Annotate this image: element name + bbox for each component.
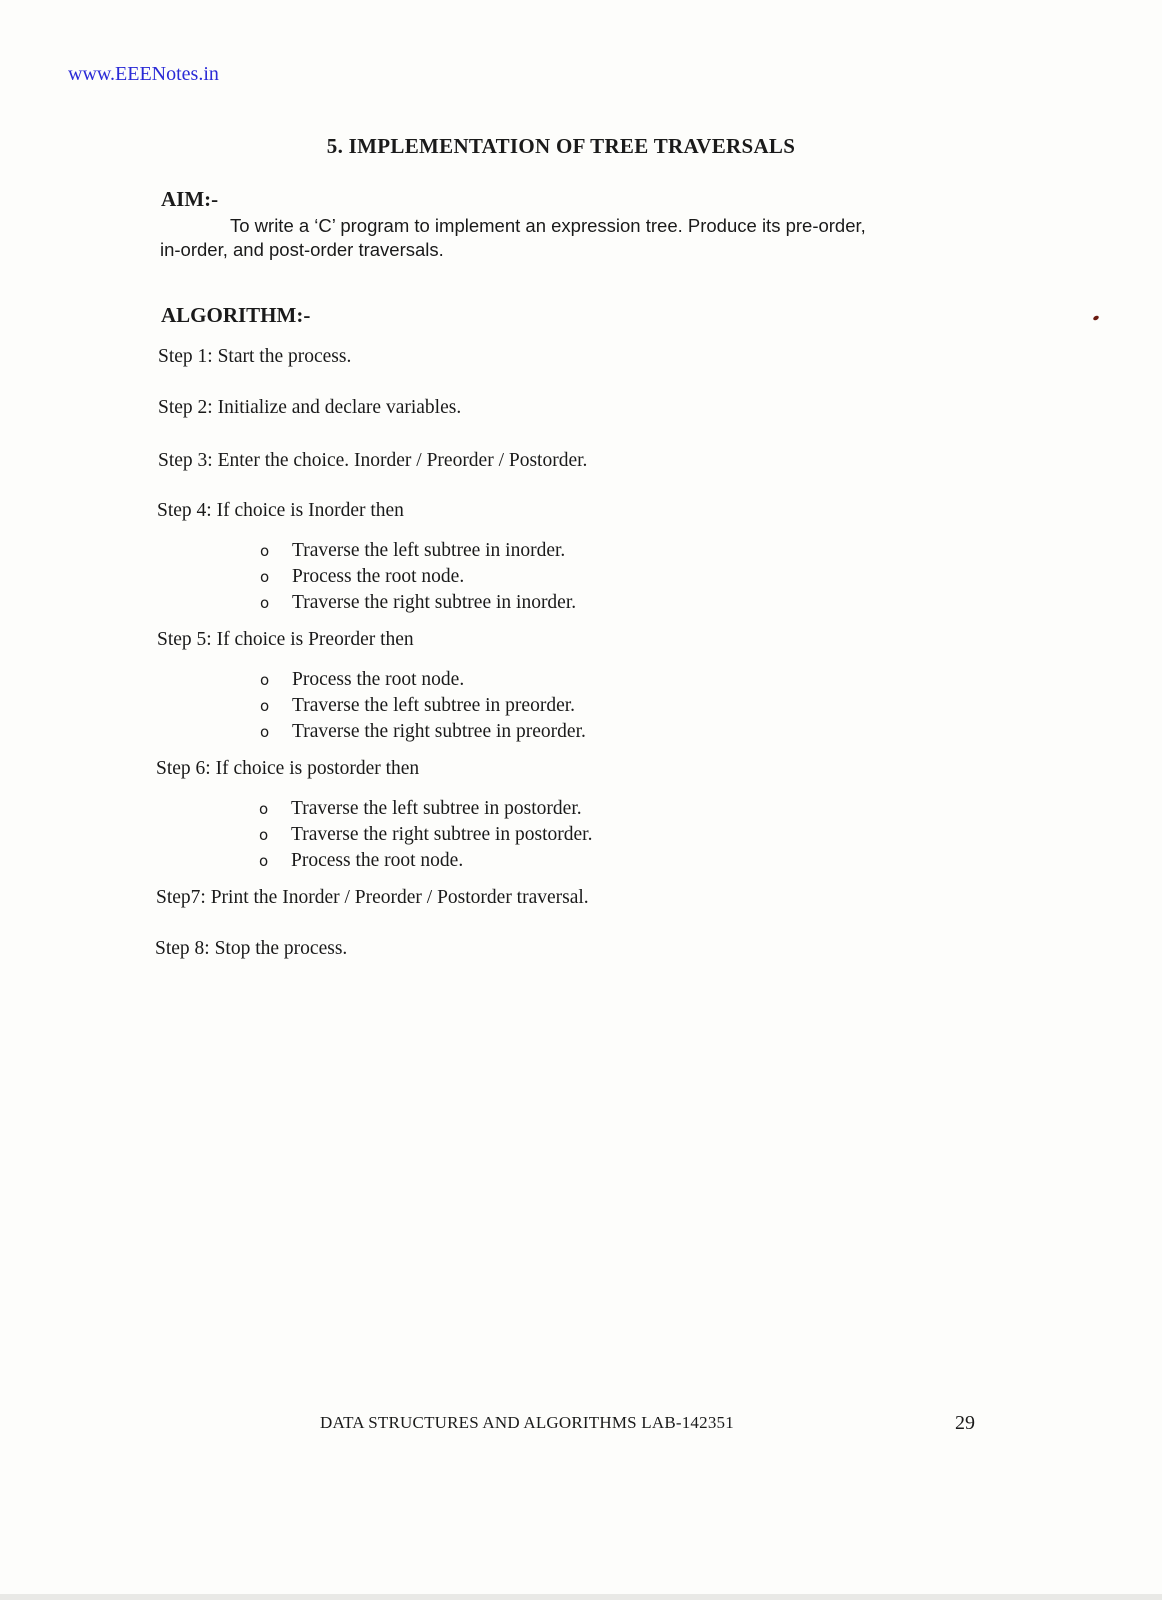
page-number: 29	[955, 1412, 975, 1434]
bullet-marker: o	[260, 697, 270, 715]
bullet-marker: o	[259, 800, 269, 818]
list-item	[260, 538, 576, 564]
aim-heading: AIM:-	[161, 187, 219, 211]
list-item	[259, 848, 592, 874]
bullet-marker: o	[260, 671, 270, 689]
scan-edge	[0, 1594, 1162, 1600]
bullet-text: Traverse the right subtree in inorder.	[292, 592, 577, 613]
step-5-bullet-list	[260, 667, 586, 745]
step-4: Step 4: If choice is Inorder then	[157, 500, 404, 521]
step-6-bullet-list	[259, 796, 592, 874]
step-4-bullet-list	[260, 538, 576, 616]
list-item	[260, 667, 586, 693]
list-item	[260, 590, 576, 616]
list-item	[260, 564, 576, 590]
step-2: Step 2: Initialize and declare variables.	[158, 397, 462, 418]
aim-line-2: in-order, and post-order traversals.	[160, 239, 444, 260]
list-item	[260, 719, 586, 745]
bullet-text: Traverse the left subtree in inorder.	[292, 540, 566, 561]
footer-course-title: DATA STRUCTURES AND ALGORITHMS LAB-142351	[320, 1413, 734, 1432]
list-item	[259, 796, 592, 822]
list-item	[260, 693, 586, 719]
step-5: Step 5: If choice is Preorder then	[157, 629, 414, 650]
step-6: Step 6: If choice is postorder then	[156, 758, 420, 779]
step-3: Step 3: Enter the choice. Inorder / Preorder / Postorder.	[158, 450, 588, 471]
bullet-marker: o	[259, 826, 269, 844]
step-7: Step7: Print the Inorder / Preorder / Postorder traversal.	[156, 887, 589, 908]
bullet-text: Traverse the left subtree in preorder.	[292, 695, 576, 716]
list-item	[259, 822, 592, 848]
bullet-text: Traverse the left subtree in postorder.	[291, 798, 582, 819]
bullet-marker: o	[260, 723, 270, 741]
aim-text	[160, 214, 965, 262]
algorithm-heading: ALGORITHM:-	[161, 303, 311, 327]
bullet-text: Traverse the right subtree in preorder.	[292, 721, 586, 742]
bullet-text: Process the root node.	[292, 669, 465, 690]
page-title: 5. IMPLEMENTATION OF TREE TRAVERSALS	[326, 134, 796, 158]
bullet-marker: o	[260, 568, 270, 586]
bullet-marker: o	[259, 852, 269, 870]
aim-line-1: To write a ‘C’ program to implement an expression tree. Produce its pre-order,	[230, 215, 866, 236]
step-8: Step 8: Stop the process.	[155, 938, 348, 959]
bullet-marker: o	[260, 594, 270, 612]
source-link[interactable]: www.EEENotes.in	[68, 63, 219, 85]
step-1: Step 1: Start the process.	[158, 346, 352, 367]
scan-speck	[1092, 315, 1099, 321]
bullet-text: Process the root node.	[291, 850, 464, 871]
bullet-marker: o	[260, 542, 270, 560]
bullet-text: Process the root node.	[292, 566, 465, 587]
bullet-text: Traverse the right subtree in postorder.	[291, 824, 593, 845]
